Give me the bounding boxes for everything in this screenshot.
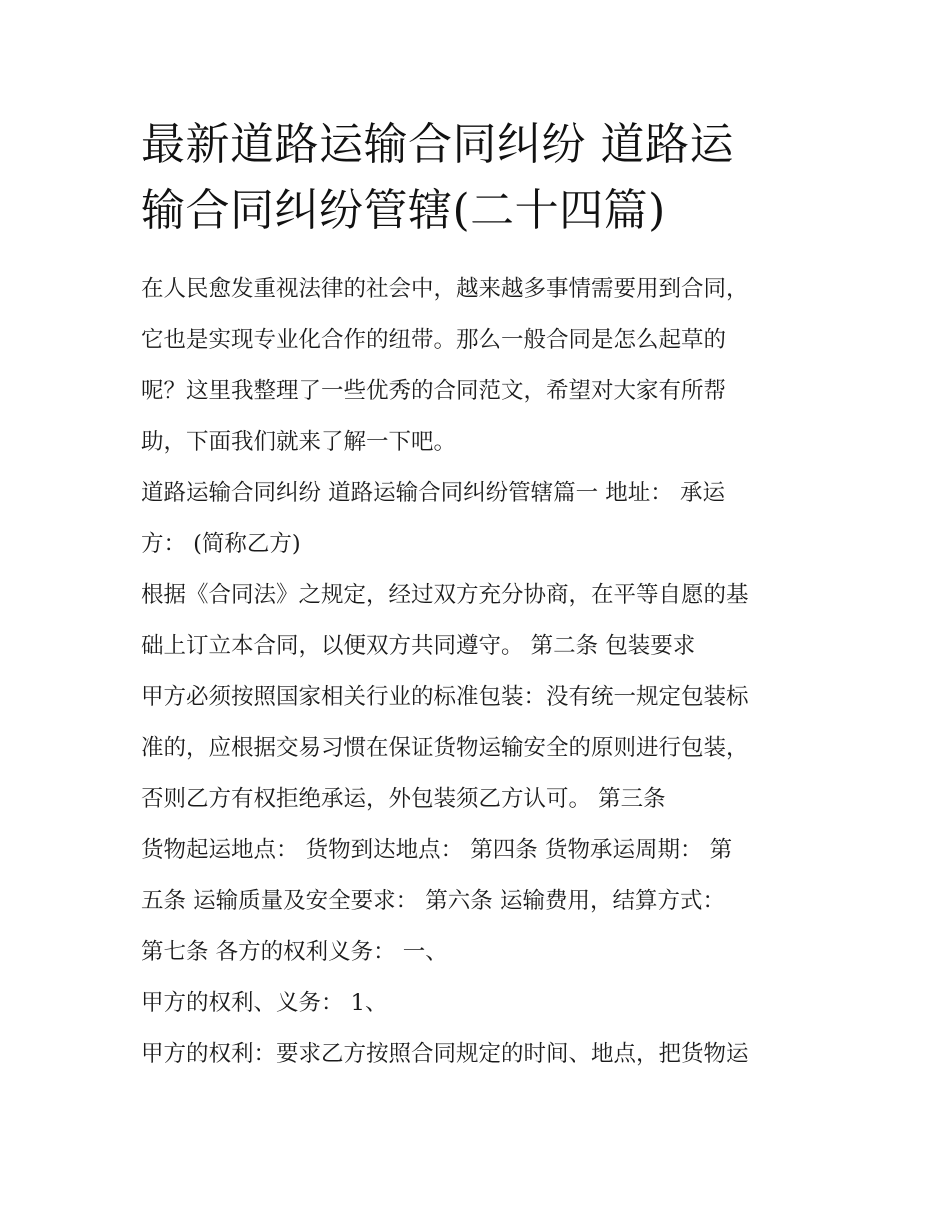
document-title (141, 112, 813, 244)
body-line-8: 础上订立本合同，以便双方共同遵守。 第二条 包装要求 (141, 633, 696, 659)
body-line-16: 甲方的权利：要求乙方按照合同规定的时间、地点，把货物运 (141, 1041, 749, 1067)
body-line-4: 助，下面我们就来了解一下吧。 (141, 429, 457, 455)
body-line-14: 第七条 各方的权利义务： 一、 (141, 939, 448, 965)
body-line-9: 甲方必须按照国家相关行业的标准包装：没有统一规定包装标 (141, 684, 749, 710)
body-line-12: 货物起运地点： 货物到达地点： 第四条 货物承运周期： 第 (141, 837, 733, 863)
body-line-2: 它也是实现专业化合作的纽带。那么一般合同是怎么起草的 (141, 327, 727, 353)
body-line-11: 否则乙方有权拒绝承运，外包装须乙方认可。 第三条 (141, 786, 666, 812)
body-line-13: 五条 运输质量及安全要求： 第六条 运输费用，结算方式： (141, 888, 725, 914)
body-line-3: 呢？这里我整理了一些优秀的合同范文，希望对大家有所帮 (141, 378, 727, 404)
body-line-10: 准的，应根据交易习惯在保证货物运输安全的原则进行包装， (141, 735, 749, 761)
body-line-15: 甲方的权利、义务： 1、 (141, 990, 388, 1016)
document-body (141, 264, 813, 1080)
title-line-2: 输合同纠纷管辖(二十四篇) (141, 185, 666, 236)
body-line-7: 根据《合同法》之规定，经过双方充分协商，在平等自愿的基 (141, 582, 749, 608)
body-line-5: 道路运输合同纠纷 道路运输合同纠纷管辖篇一 地址： 承运 (141, 480, 725, 506)
title-line-1: 最新道路运输合同纠纷 道路运 (141, 119, 734, 170)
body-line-1: 在人民愈发重视法律的社会中，越来越多事情需要用到合同， (141, 276, 749, 302)
body-line-6: 方： (简称乙方) (141, 531, 301, 557)
document-page (141, 112, 813, 1080)
